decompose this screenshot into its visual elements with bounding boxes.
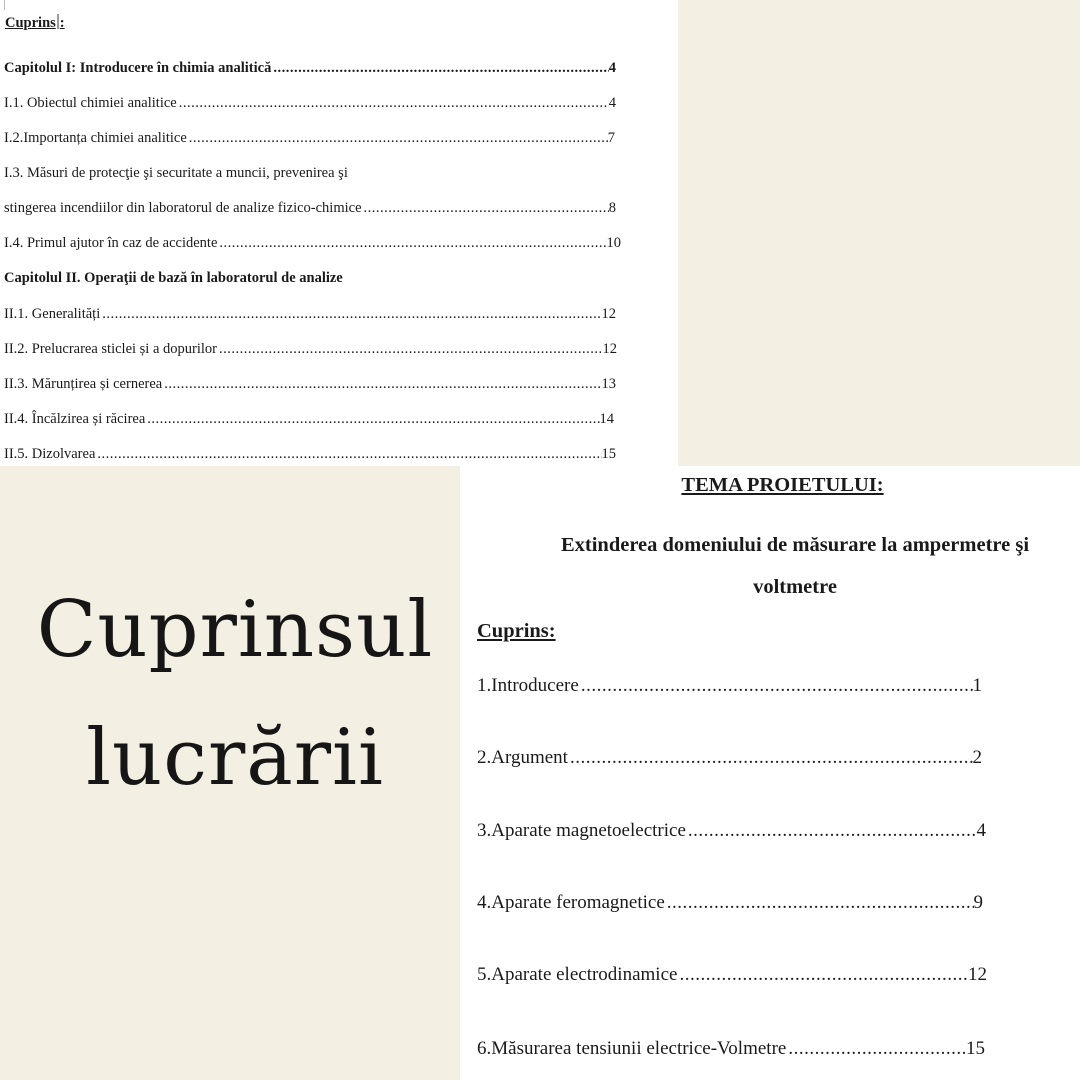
toc-entry-page: 15 [601, 446, 616, 462]
toc-chapter-heading [4, 270, 343, 287]
dot-leader [568, 747, 973, 769]
toc-entry-page: 12 [602, 341, 617, 357]
toc-entry-page: 12 [968, 964, 987, 985]
dot-leader [786, 1038, 966, 1060]
toc-entry [4, 411, 614, 428]
toc-entry-label: 6.Măsurarea tensiunii electrice-Volmetre [477, 1038, 787, 1059]
toc-entry-label: II.2. Prelucrarea sticlei și a dopurilor [4, 341, 217, 357]
toc-entry [4, 341, 617, 358]
toc-entry [477, 747, 982, 769]
dot-leader [579, 675, 973, 697]
toc-entry-label: stingerea incendiilor din laboratorul de analize fizico-chimice [4, 200, 362, 216]
toc-entry [4, 60, 616, 77]
dot-leader [217, 341, 603, 358]
toc-entry-page: 8 [608, 200, 616, 216]
dot-leader [100, 306, 601, 323]
dot-leader [187, 130, 608, 147]
left-toc-heading: Cuprins : [5, 15, 65, 31]
toc-entry-label: 3.Aparate magnetoelectrice [477, 820, 686, 841]
toc-entry [4, 376, 616, 393]
toc-entry-page: 10 [606, 235, 621, 251]
toc-entry [4, 130, 615, 147]
toc-entry-label: I.4. Primul ajutor în caz de accidente [4, 235, 218, 251]
toc-entry-label: II.4. Încălzirea și răcirea [4, 411, 146, 427]
toc-entry-page: 2 [972, 747, 982, 768]
toc-entry [477, 892, 983, 914]
toc-entry [4, 235, 621, 252]
toc-entry [477, 964, 987, 986]
project-subtitle: Extinderea domeniului de măsurare la ampermetre şi voltmetre [560, 534, 1030, 598]
toc-entry [477, 820, 986, 842]
toc-entry [4, 200, 616, 217]
toc-entry-label: 2.Argument [477, 747, 568, 768]
dot-leader [177, 95, 609, 112]
toc-entry [477, 675, 982, 697]
toc-entry-label: 1.Introducere [477, 675, 579, 696]
toc-entry [477, 1038, 985, 1060]
left-document-page [0, 0, 678, 466]
toc-entry-page: 9 [973, 892, 983, 913]
dot-leader [362, 200, 609, 217]
dot-leader [677, 964, 968, 986]
project-theme-heading: TEMA PROIETULUI: [681, 474, 884, 496]
toc-entry-label: Capitolul II. Operaţii de bază în laboratorul de analize [4, 270, 343, 286]
title-line-1: Cuprinsul [36, 585, 434, 675]
toc-entry-page: 4 [608, 60, 616, 76]
dot-leader [145, 411, 599, 428]
toc-entry [4, 306, 616, 323]
toc-entry-page: 4 [608, 95, 616, 111]
right-document-page [460, 466, 1080, 1080]
toc-entry-page: 14 [599, 411, 614, 427]
toc-entry-page: 15 [966, 1038, 985, 1059]
right-toc-heading: Cuprins: [477, 620, 556, 642]
toc-entry-label: II.1. Generalități [4, 306, 101, 322]
toc-entry [4, 446, 616, 463]
dot-leader [271, 60, 608, 77]
toc-entry-page: 1 [972, 675, 982, 696]
title-line-2: lucrării [86, 713, 384, 803]
toc-entry [4, 95, 616, 112]
toc-entry-label: I.1. Obiectul chimiei analitice [4, 95, 177, 111]
dot-leader [162, 376, 601, 393]
toc-entry-label: II.5. Dizolvarea [4, 446, 96, 462]
toc-entry-label: I.3. Măsuri de protecţie şi securitate a muncii, prevenirea şi [4, 165, 348, 181]
text-cursor [57, 14, 59, 29]
dot-leader [665, 892, 974, 914]
toc-entry-label: 4.Aparate feromagnetice [477, 892, 665, 913]
toc-entry-label: 5.Aparate electrodinamice [477, 964, 678, 985]
toc-entry-page: 13 [601, 376, 616, 392]
toc-entry-page: 12 [601, 306, 616, 322]
toc-entry-label: II.3. Mărunțirea și cernerea [4, 376, 163, 392]
toc-entry-page: 4 [976, 820, 986, 841]
toc-entry-label: Capitolul I: Introducere în chimia analitică [4, 60, 272, 76]
dot-leader [217, 235, 606, 252]
dot-leader [95, 446, 601, 463]
page-corner-mark [0, 0, 5, 10]
toc-entry [4, 165, 348, 182]
page-title [0, 566, 470, 822]
toc-entry-label: I.2.Importanța chimiei analitice [4, 130, 187, 146]
toc-entry-page: 7 [607, 130, 615, 146]
dot-leader [686, 820, 977, 842]
